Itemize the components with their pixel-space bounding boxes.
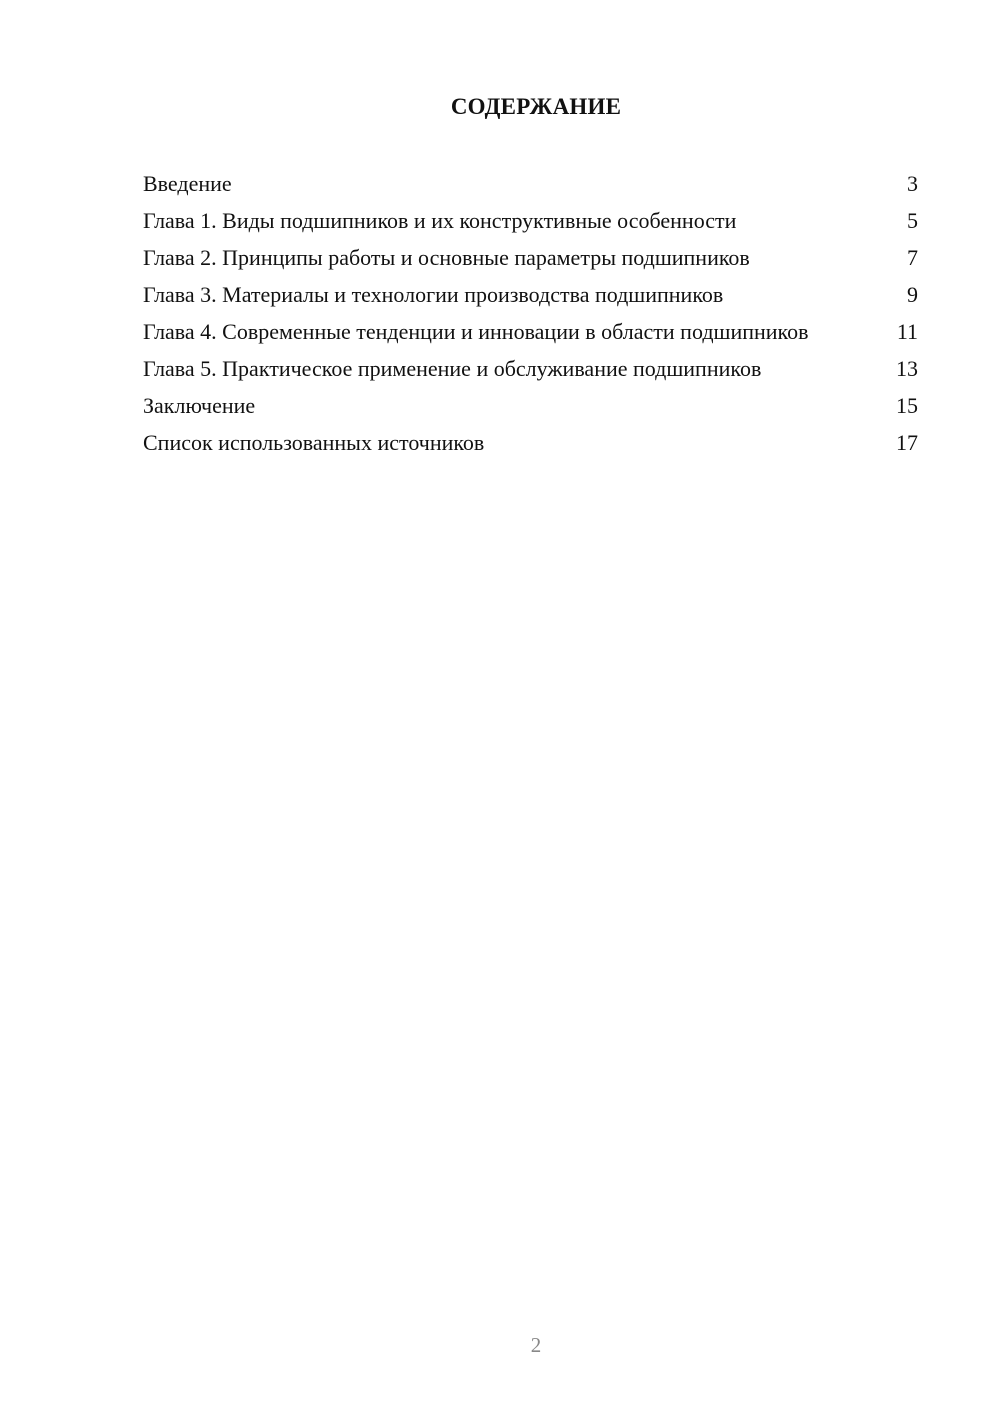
toc-item-page: 17 [896, 430, 918, 455]
toc-item-references [143, 429, 918, 457]
toc-item-page: 9 [907, 282, 918, 307]
toc-item-introduction [143, 170, 918, 198]
toc-item-text: Глава 4. Современные тенденции и инновации в области подшипников [143, 319, 809, 344]
toc-item-chapter-2 [143, 244, 918, 272]
table-of-contents [143, 170, 918, 466]
toc-item-page: 11 [896, 319, 918, 344]
toc-item-chapter-3 [143, 281, 918, 309]
toc-item-text: Глава 5. Практическое применение и обслуживание подшипников [143, 356, 762, 381]
toc-item-text: Глава 1. Виды подшипников и их конструктивные особенности [143, 208, 737, 233]
toc-item-text: Глава 2. Принципы работы и основные параметры подшипников [143, 245, 750, 270]
toc-item-page: 3 [907, 171, 918, 196]
toc-item-page: 13 [896, 356, 918, 381]
toc-item-page: 15 [896, 393, 918, 418]
toc-item-chapter-5 [143, 355, 918, 383]
toc-item-text: Глава 3. Материалы и технологии производства подшипников [143, 282, 724, 307]
toc-item-conclusion [143, 392, 918, 420]
toc-item-text: Список использованных источников [143, 430, 485, 455]
page-number: 2 [530, 1333, 542, 1357]
toc-item-chapter-4 [143, 318, 918, 346]
page-title: СОДЕРЖАНИЕ [450, 94, 622, 119]
toc-item-page: 5 [907, 208, 918, 233]
toc-item-page: 7 [907, 245, 918, 270]
toc-item-text: Введение [143, 171, 232, 196]
toc-item-chapter-1 [143, 207, 918, 235]
toc-item-text: Заключение [143, 393, 256, 418]
